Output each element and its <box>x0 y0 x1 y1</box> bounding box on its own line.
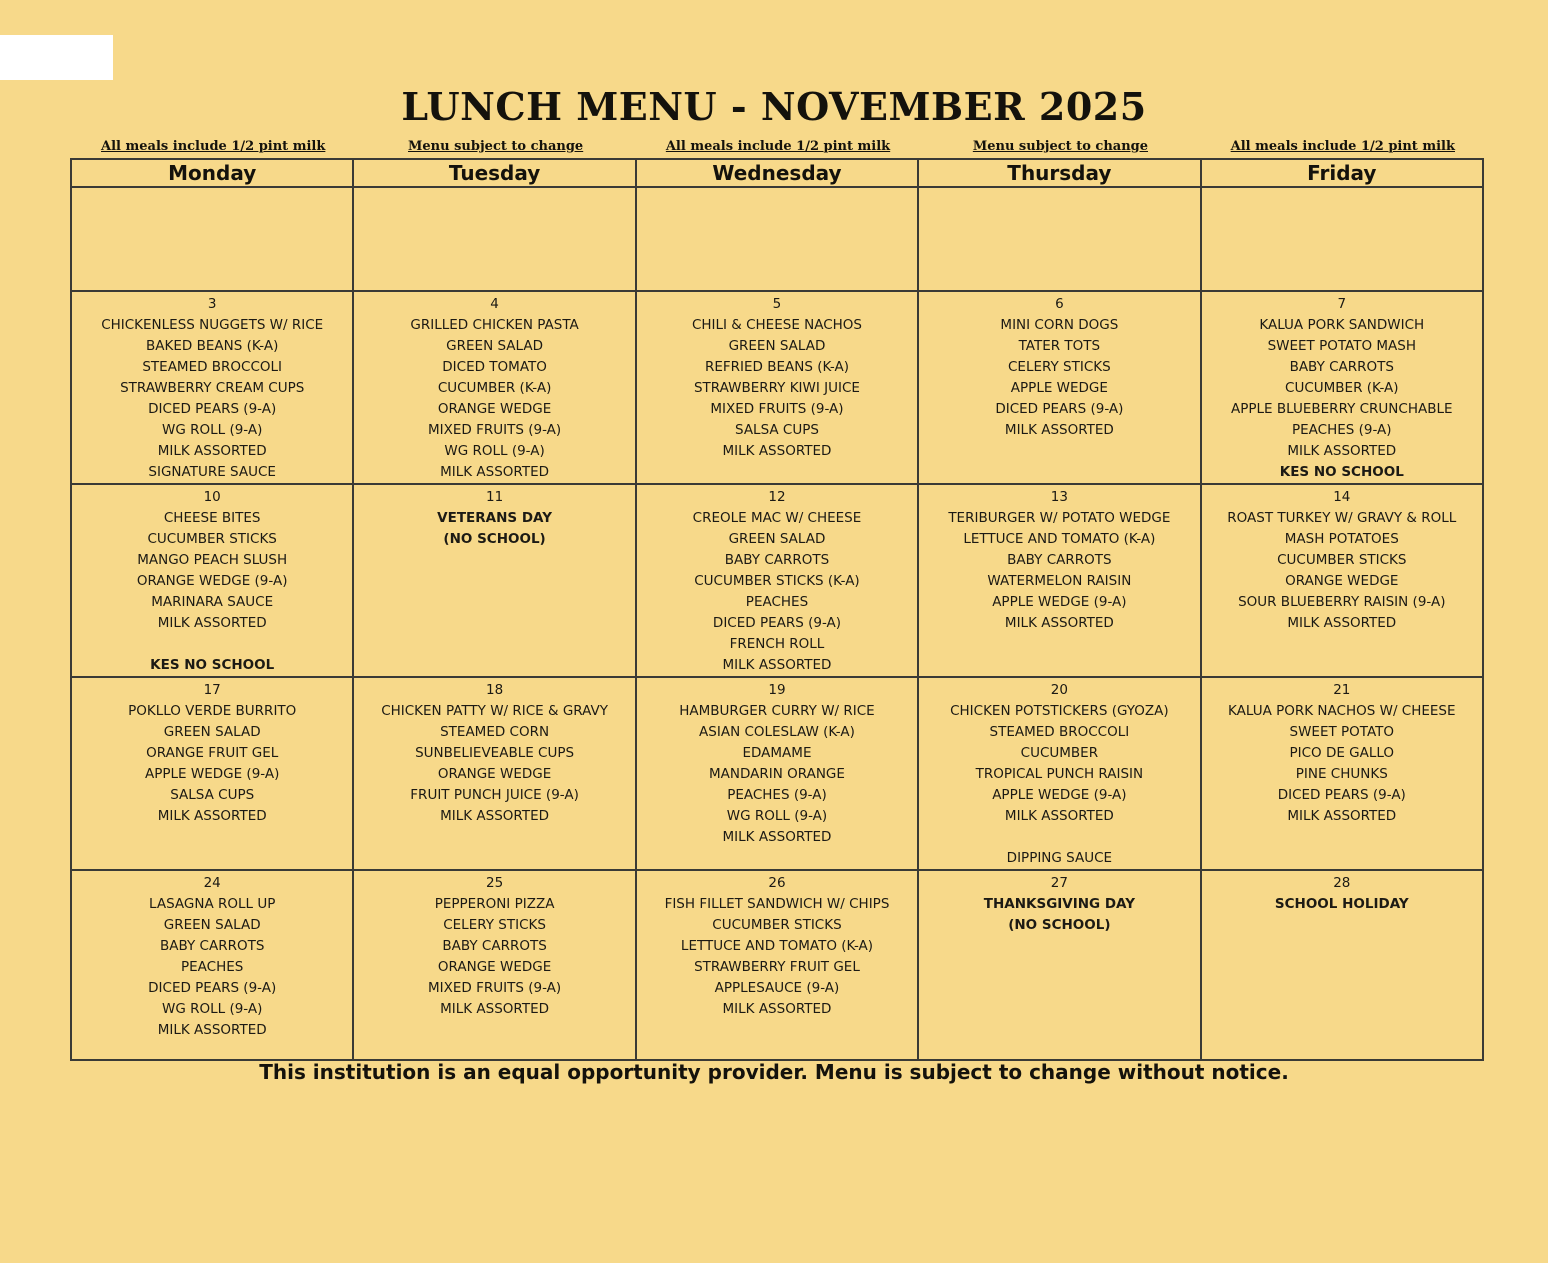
menu-item: CHICKEN PATTY W/ RICE & GRAVY <box>381 703 608 719</box>
menu-item: PEPPERONI PIZZA <box>434 896 555 912</box>
note-wednesday: All meals include 1/2 pint milk <box>665 139 891 154</box>
menu-item: MILK ASSORTED <box>1287 443 1397 459</box>
day-cell <box>71 677 353 870</box>
spacer <box>74 634 350 655</box>
menu-item: ORANGE WEDGE (9-A) <box>136 573 288 589</box>
day-number: 11 <box>485 489 504 505</box>
menu-item: MIXED FRUITS (9-A) <box>428 980 562 996</box>
menu-item: FISH FILLET SANDWICH W/ CHIPS <box>664 896 890 912</box>
day-cell <box>1201 484 1483 677</box>
menu-item: PICO DE GALLO <box>1289 745 1395 761</box>
menu-item: MASH POTATOES <box>1284 531 1399 547</box>
day-number: 24 <box>203 875 221 891</box>
menu-item: APPLE WEDGE (9-A) <box>992 594 1127 610</box>
header-monday: Monday <box>71 159 353 187</box>
menu-item: ORANGE WEDGE <box>1285 573 1399 589</box>
menu-item: DICED PEARS (9-A) <box>148 980 277 996</box>
menu-item: ORANGE WEDGE <box>437 766 552 782</box>
day-cell <box>71 870 353 1060</box>
menu-item: CELERY STICKS <box>1008 359 1111 375</box>
menu-item: GREEN SALAD <box>728 531 826 547</box>
menu-item: PEACHES (9-A) <box>727 787 827 803</box>
menu-item: MILK ASSORTED <box>1004 615 1114 631</box>
menu-item: EDAMAME <box>742 745 812 761</box>
menu-item: DICED PEARS (9-A) <box>995 401 1124 417</box>
menu-item: CUCUMBER STICKS <box>147 531 277 547</box>
menu-item: GREEN SALAD <box>163 917 261 933</box>
menu-item: MANDARIN ORANGE <box>709 766 845 782</box>
menu-item: MILK ASSORTED <box>157 1022 267 1038</box>
day-cell <box>71 291 353 484</box>
empty-cell <box>636 187 918 291</box>
menu-item: CUCUMBER STICKS <box>1277 552 1407 568</box>
menu-item: LETTUCE AND TOMATO (K-A) <box>963 531 1156 547</box>
menu-item: APPLESAUCE (9-A) <box>714 980 840 996</box>
menu-item: MILK ASSORTED <box>722 1001 832 1017</box>
menu-item: STEAMED CORN <box>440 724 550 740</box>
menu-item: MINI CORN DOGS <box>1000 317 1119 333</box>
day-number: 26 <box>768 875 786 891</box>
menu-item: SUNBELIEVEABLE CUPS <box>415 745 575 761</box>
page-title: LUNCH MENU - NOVEMBER 2025 <box>401 84 1147 129</box>
day-notice: (NO SCHOOL) <box>1008 917 1111 933</box>
day-number: 10 <box>203 489 221 505</box>
menu-item: ROAST TURKEY W/ GRAVY & ROLL <box>1227 510 1457 526</box>
note-thursday: Menu subject to change <box>972 139 1149 154</box>
menu-item: MILK ASSORTED <box>722 829 832 845</box>
menu-item: CHILI & CHEESE NACHOS <box>691 317 863 333</box>
menu-item: MILK ASSORTED <box>1004 808 1114 824</box>
menu-item: SIGNATURE SAUCE <box>148 464 276 480</box>
menu-item: ORANGE FRUIT GEL <box>146 745 279 761</box>
menu-item: CUCUMBER <box>1020 745 1099 761</box>
day-cell <box>636 870 918 1060</box>
column-notes <box>72 139 1484 154</box>
day-number: 5 <box>772 296 782 312</box>
menu-item: SWEET POTATO <box>1289 724 1395 740</box>
header-thursday: Thursday <box>918 159 1200 187</box>
week-row <box>71 484 1483 677</box>
menu-item: GREEN SALAD <box>163 724 261 740</box>
menu-item: CUCUMBER STICKS <box>712 917 842 933</box>
day-cell <box>636 677 918 870</box>
note-monday: All meals include 1/2 pint milk <box>101 139 326 154</box>
redaction-patch <box>0 35 113 80</box>
menu-item: GREEN SALAD <box>446 338 543 354</box>
day-number: 3 <box>207 296 217 312</box>
menu-item: STEAMED BROCCOLI <box>142 359 283 375</box>
day-cell <box>1201 291 1483 484</box>
menu-item: CUCUMBER (K-A) <box>1285 380 1399 396</box>
header-tuesday: Tuesday <box>353 159 635 187</box>
day-notice: VETERANS DAY <box>437 510 552 526</box>
menu-item: DIPPING SAUCE <box>1006 850 1113 866</box>
menu-item: TERIBURGER W/ POTATO WEDGE <box>948 510 1171 526</box>
menu-item: WG ROLL (9-A) <box>162 1001 263 1017</box>
menu-item: BABY CARROTS <box>442 938 547 954</box>
menu-item: MILK ASSORTED <box>157 615 267 631</box>
menu-item: WG ROLL (9-A) <box>444 443 545 459</box>
menu-item: WG ROLL (9-A) <box>162 422 263 438</box>
menu-item: DICED PEARS (9-A) <box>712 615 842 631</box>
note-friday: All meals include 1/2 pint milk <box>1230 139 1455 154</box>
menu-item: ORANGE WEDGE <box>437 401 552 417</box>
menu-item: SALSA CUPS <box>735 422 819 438</box>
menu-item: CHICKEN POTSTICKERS (GYOZA) <box>950 703 1169 719</box>
menu-item: HAMBURGER CURRY W/ RICE <box>679 703 875 719</box>
week-row <box>71 870 1483 1060</box>
menu-item: TROPICAL PUNCH RAISIN <box>975 766 1144 782</box>
menu-item: CHICKENLESS NUGGETS W/ RICE <box>101 317 324 333</box>
menu-item: APPLE WEDGE (9-A) <box>145 766 280 782</box>
menu-item: CUCUMBER STICKS (K-A) <box>694 573 860 589</box>
menu-item: CELERY STICKS <box>443 917 546 933</box>
no-school-note: KES NO SCHOOL <box>150 657 275 673</box>
menu-item: PEACHES (9-A) <box>1291 422 1392 438</box>
menu-item: DICED TOMATO <box>442 359 547 375</box>
menu-item: PINE CHUNKS <box>1295 766 1388 782</box>
day-cell <box>636 484 918 677</box>
menu-item: ORANGE WEDGE <box>437 959 552 975</box>
empty-cell <box>1201 187 1483 291</box>
day-cell <box>1201 677 1483 870</box>
day-cell <box>636 291 918 484</box>
menu-item: FRUIT PUNCH JUICE (9-A) <box>410 787 579 803</box>
menu-item: MILK ASSORTED <box>440 1001 550 1017</box>
menu-item: MILK ASSORTED <box>1287 808 1397 824</box>
menu-item: MILK ASSORTED <box>1287 615 1397 631</box>
day-cell <box>353 291 635 484</box>
menu-item: BAKED BEANS (K-A) <box>146 338 279 354</box>
footer-disclaimer: This institution is an equal opportunity provider. Menu is subject to change without notice. <box>259 1060 1289 1084</box>
menu-item: POKLLO VERDE BURRITO <box>128 703 297 719</box>
day-number: 28 <box>1333 875 1351 891</box>
day-number: 6 <box>1055 296 1064 312</box>
menu-item: MILK ASSORTED <box>440 464 550 480</box>
menu-item: CUCUMBER (K-A) <box>437 380 552 396</box>
menu-item: MIXED FRUITS (9-A) <box>710 401 844 417</box>
day-number: 20 <box>1050 682 1068 698</box>
menu-item: PEACHES <box>181 959 244 975</box>
menu-item: SWEET POTATO MASH <box>1267 338 1416 354</box>
menu-item: BABY CARROTS <box>724 552 830 568</box>
menu-item: SALSA CUPS <box>170 787 255 803</box>
menu-item: PEACHES <box>745 594 809 610</box>
empty-week-row <box>71 187 1483 291</box>
week-row <box>71 677 1483 870</box>
menu-item: LETTUCE AND TOMATO (K-A) <box>680 938 874 954</box>
menu-calendar <box>70 158 1484 1061</box>
menu-item: GRILLED CHICKEN PASTA <box>410 317 579 333</box>
day-number: 25 <box>485 875 504 891</box>
header-wednesday: Wednesday <box>636 159 918 187</box>
menu-item: LASAGNA ROLL UP <box>149 896 276 912</box>
day-cell <box>918 870 1200 1060</box>
menu-item: ASIAN COLESLAW (K-A) <box>699 724 855 740</box>
menu-item: KALUA PORK NACHOS W/ CHEESE <box>1228 703 1456 719</box>
menu-item: REFRIED BEANS (K-A) <box>704 359 849 375</box>
menu-item: MANGO PEACH SLUSH <box>137 552 288 568</box>
menu-item: MILK ASSORTED <box>1004 422 1114 438</box>
menu-item: MILK ASSORTED <box>722 443 832 459</box>
menu-item: MARINARA SAUCE <box>151 594 274 610</box>
menu-item: GREEN SALAD <box>728 338 826 354</box>
menu-item: BABY CARROTS <box>1007 552 1112 568</box>
day-cell <box>918 677 1200 870</box>
menu-item: SOUR BLUEBERRY RAISIN (9-A) <box>1238 594 1446 610</box>
menu-item: MIXED FRUITS (9-A) <box>428 422 562 438</box>
menu-item: MILK ASSORTED <box>722 657 832 673</box>
day-number: 12 <box>768 489 786 505</box>
header-friday: Friday <box>1201 159 1483 187</box>
day-cell <box>918 291 1200 484</box>
menu-item: WG ROLL (9-A) <box>726 808 828 824</box>
menu-item: BABY CARROTS <box>159 938 265 954</box>
menu-item: STRAWBERRY KIWI JUICE <box>693 380 860 396</box>
menu-item: STEAMED BROCCOLI <box>989 724 1130 740</box>
day-number: 27 <box>1050 875 1068 891</box>
spacer <box>921 827 1197 848</box>
day-cell <box>353 484 635 677</box>
week-row <box>71 291 1483 484</box>
empty-cell <box>918 187 1200 291</box>
day-number: 13 <box>1050 489 1068 505</box>
day-notice: (NO SCHOOL) <box>443 531 546 547</box>
day-number: 14 <box>1333 489 1351 505</box>
menu-item: DICED PEARS (9-A) <box>1277 787 1406 803</box>
no-school-note: KES NO SCHOOL <box>1279 464 1404 480</box>
menu-item: KALUA PORK SANDWICH <box>1259 317 1425 333</box>
menu-item: BABY CARROTS <box>1289 359 1394 375</box>
day-cell <box>1201 870 1483 1060</box>
day-header-row <box>71 159 1483 187</box>
menu-item: TATER TOTS <box>1018 338 1101 354</box>
day-cell <box>353 677 635 870</box>
menu-item: APPLE BLUEBERRY CRUNCHABLE <box>1231 401 1453 417</box>
menu-item: DICED PEARS (9-A) <box>148 401 277 417</box>
menu-item: MILK ASSORTED <box>157 443 267 459</box>
menu-item: WATERMELON RAISIN <box>987 573 1132 589</box>
day-number: 17 <box>203 682 221 698</box>
menu-item: APPLE WEDGE (9-A) <box>992 787 1127 803</box>
day-notice: THANKSGIVING DAY <box>983 896 1135 912</box>
menu-item: CREOLE MAC W/ CHEESE <box>692 510 862 526</box>
menu-item: MILK ASSORTED <box>157 808 267 824</box>
menu-item: FRENCH ROLL <box>729 636 825 652</box>
menu-item: CHEESE BITES <box>163 510 261 526</box>
empty-cell <box>353 187 635 291</box>
day-number: 7 <box>1337 296 1347 312</box>
menu-item: STRAWBERRY FRUIT GEL <box>694 959 860 975</box>
menu-item: MILK ASSORTED <box>440 808 550 824</box>
empty-cell <box>71 187 353 291</box>
day-notice: SCHOOL HOLIDAY <box>1274 896 1409 912</box>
menu-item: STRAWBERRY CREAM CUPS <box>120 380 305 396</box>
menu-item: APPLE WEDGE <box>1010 380 1108 396</box>
day-number: 21 <box>1333 682 1351 698</box>
day-number: 19 <box>768 682 786 698</box>
day-number: 4 <box>490 296 499 312</box>
day-cell <box>353 870 635 1060</box>
day-cell <box>918 484 1200 677</box>
note-tuesday: Menu subject to change <box>408 139 584 154</box>
day-number: 18 <box>485 682 504 698</box>
day-cell <box>71 484 353 677</box>
